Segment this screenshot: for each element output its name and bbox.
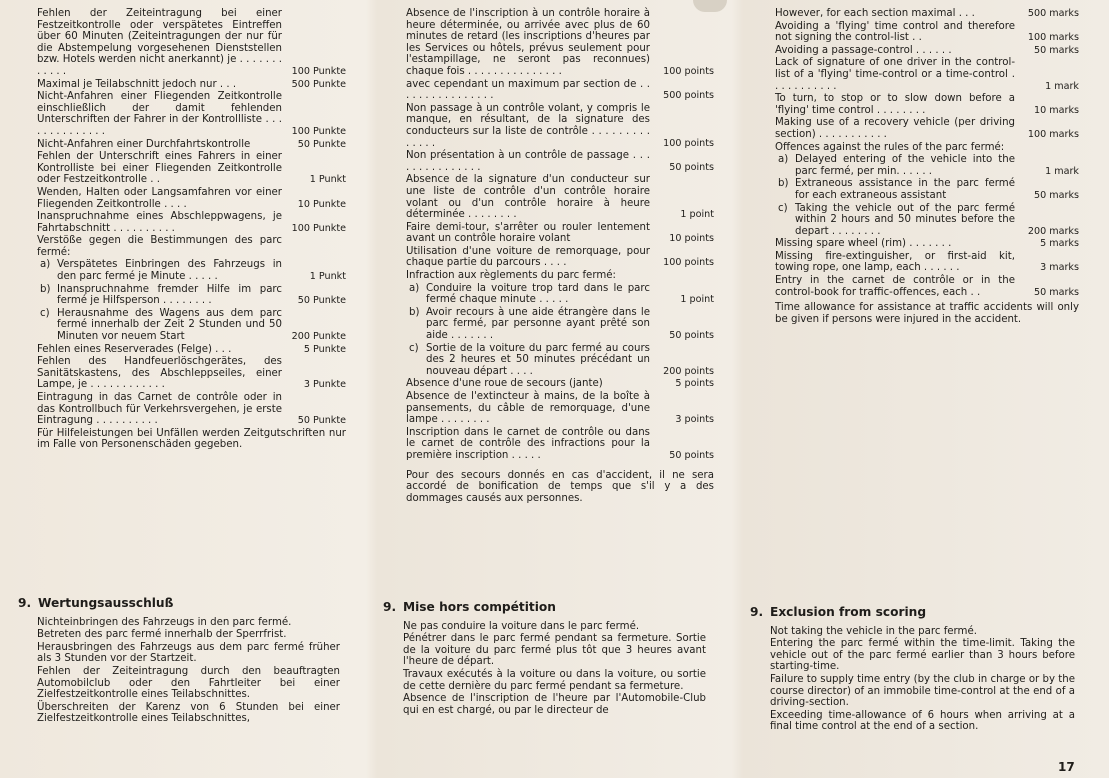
penalty-text <box>406 79 650 102</box>
penalty-entry <box>775 203 1079 238</box>
penalty-entry <box>406 246 714 269</box>
penalty-entry <box>37 79 346 91</box>
penalty-text <box>37 139 282 151</box>
penalty-entry <box>406 103 714 149</box>
penalty-entry <box>406 174 714 220</box>
penalty-value: 1 Punkt <box>309 174 346 186</box>
penalty-description: Absence de l'extincteur à mains, de la boîte à pansements, du câble de remorquage, d'une lampe . . . . . . . . <box>406 391 650 426</box>
section-paragraph: Failure to supply time entry (by the club in charge or by the course director) of an immobile time-control at the end of a driving-section. <box>770 673 1075 709</box>
penalty-text <box>37 235 282 258</box>
penalty-entry <box>406 283 714 306</box>
penalty-entry <box>775 93 1079 116</box>
column-french <box>406 8 714 506</box>
penalty-description: Inanspruchnahme fremder Hilfe im parc fermé je Hilfsperson . . . . . . . . <box>57 283 282 307</box>
penalty-text <box>775 178 1015 201</box>
section-paragraph: Betreten des parc fermé innerhalb der Sperrfrist. <box>37 629 287 641</box>
section-number: 9. <box>18 596 32 610</box>
penalty-text <box>775 238 1015 250</box>
penalty-text <box>37 79 282 91</box>
penalty-value: 1 mark <box>1045 165 1079 177</box>
penalty-entry <box>775 178 1079 201</box>
penalty-value: 100 marks <box>1027 32 1079 44</box>
section-english <box>750 607 1075 734</box>
penalty-description: Faire demi-tour, s'arrêter ou rouler lentement avant un contrôle horaire volant <box>406 221 650 245</box>
section-title: Wertungsausschluß <box>38 596 174 610</box>
penalty-value: 100 Punkte <box>291 65 346 77</box>
penalty-entry <box>37 344 346 356</box>
section-number: 9. <box>750 605 764 619</box>
penalty-entry <box>37 8 346 78</box>
penalty-entry <box>406 378 714 390</box>
penalty-description: Missing fire-extinguisher, or first-aid kit, towing rope, one lamp, each . . . . . . <box>775 250 1015 274</box>
item-label: a) <box>778 154 789 166</box>
penalty-value: 3 marks <box>1040 262 1079 274</box>
penalty-entry <box>775 21 1079 44</box>
penalty-text <box>775 8 1015 20</box>
section-paragraph: Travaux exécutés à la voiture ou dans la voiture, ou sortie de cette dernière du parc fermé pendant sa fermeture. <box>403 668 706 692</box>
penalty-value: 50 Punkte <box>297 415 346 427</box>
penalty-description: Lack of signature of one driver in the control-list of a 'flying' time-control or a time-control . . . . . . . . . . . <box>775 57 1015 92</box>
penalty-text <box>775 251 1015 274</box>
penalty-description: Fehlen des Handfeuerlöschgerätes, des Sanitätskastens, des Abschleppseiles, einer Lampe, je . . . . . . . . . . . . <box>37 356 282 391</box>
penalty-value: 1 mark <box>1045 80 1079 92</box>
section-paragraph: Entering the parc fermé within the time-limit. Taking the vehicle out of the parc fermé earlier than 3 hours before starting-time. <box>770 638 1075 673</box>
penalty-text <box>37 392 282 427</box>
item-label: c) <box>778 202 788 214</box>
penalty-entry <box>37 356 346 391</box>
penalty-description: Offences against the rules of the parc fermé: <box>775 141 1005 153</box>
item-label: c) <box>40 307 50 319</box>
penalty-description: Avoir recours à une aide étrangère dans le parc fermé, par personne ayant prêté son aide . . . . . . . <box>426 306 650 342</box>
penalty-value: 10 Punkte <box>297 198 346 210</box>
penalty-description: Delayed entering of the vehicle into the parc fermé, per min. . . . . . <box>795 154 1015 177</box>
penalty-text <box>37 356 282 391</box>
penalty-value: 5 marks <box>1040 238 1079 250</box>
penalty-text <box>406 391 650 426</box>
penalty-text <box>406 150 650 173</box>
penalty-description: Infraction aux règlements du parc fermé: <box>406 270 616 282</box>
section-number: 9. <box>383 600 397 614</box>
penalty-value: 3 Punkte <box>303 379 346 391</box>
penalty-entry <box>775 154 1079 177</box>
penalty-value: 100 Punkte <box>291 125 346 137</box>
penalty-entry <box>775 142 1079 154</box>
penalty-entry <box>37 235 346 258</box>
section-heading <box>383 602 706 614</box>
penalty-text <box>775 45 1015 57</box>
page-number: 17 <box>1058 760 1075 774</box>
penalty-value: 1 point <box>680 294 714 306</box>
penalty-description: Non présentation à un contrôle de passage . . . . . . . . . . . . . . . <box>406 150 650 173</box>
penalty-text <box>406 343 650 378</box>
penalty-value: 50 points <box>669 330 714 342</box>
penalty-text <box>775 93 1015 116</box>
penalty-description: Eintragung in das Carnet de contrôle oder in das Kontrollbuch für Verkehrsvergehen, je erste Eintragung . . . . . . . . . . <box>37 392 282 427</box>
penalty-description: Fehlen eines Reserverades (Felge) . . . <box>37 343 232 355</box>
penalty-entry <box>406 307 714 342</box>
section-heading <box>750 607 1075 619</box>
penalty-description: To turn, to stop or to slow down before a 'flying' time control . . . . . . . . <box>775 93 1015 116</box>
penalty-description: Absence de l'inscription à un contrôle horaire à heure déterminée, ou arrivée avec plus de 60 minutes de retard (les inscriptions d'heures par les Services ou hôtels, prévus seulement pour l'estampillage, ne seront pas reconnues) chaque fois . . . . . . . . . . . . . . . <box>406 8 650 77</box>
penalty-description: Avoiding a 'flying' time control and therefore not signing the control-list . . <box>775 20 1015 44</box>
penalty-value: 3 points <box>675 414 714 426</box>
penalty-entry <box>406 427 714 462</box>
penalty-text <box>406 270 650 282</box>
penalty-value: 500 Punkte <box>291 78 346 90</box>
penalty-value: 200 Punkte <box>291 331 346 343</box>
penalty-description: Nicht-Anfahren einer Durchfahrtskontrolle <box>37 138 251 150</box>
item-label: a) <box>40 259 51 271</box>
penalty-text <box>775 117 1015 140</box>
penalty-text <box>37 284 282 307</box>
penalty-entry <box>37 284 346 307</box>
penalty-value: 1 Punkt <box>309 271 346 283</box>
column-english <box>775 8 1079 327</box>
penalty-text <box>775 142 1015 154</box>
penalty-entry <box>775 45 1079 57</box>
penalty-value: 1 point <box>680 209 714 221</box>
penalty-text <box>37 259 282 282</box>
penalty-text <box>37 91 282 137</box>
penalty-entry <box>37 308 346 343</box>
column-german <box>37 8 346 453</box>
item-label: b) <box>40 283 51 295</box>
penalty-description: Taking the vehicle out of the parc fermé within 2 hours and 50 minutes before the depart . . . . . . . . <box>795 202 1015 237</box>
penalty-value: 50 points <box>669 449 714 461</box>
penalty-text <box>406 307 650 342</box>
penalty-text <box>775 154 1015 177</box>
penalty-text <box>406 378 650 390</box>
penalty-value: 50 marks <box>1034 189 1079 201</box>
entries-german <box>37 8 346 427</box>
penalty-entry <box>775 8 1079 20</box>
penalty-text <box>406 103 650 149</box>
penalty-value: 500 marks <box>1027 8 1079 19</box>
penalty-description: avec cependant un maximum par section de . . . . . . . . . . . . . . . . <box>406 78 650 102</box>
note-german: Für Hilfeleistungen bei Unfällen werden Zeitgutschriften nur im Falle von Personenschäden gegeben. <box>37 427 346 451</box>
penalty-text <box>37 211 282 234</box>
penalty-value: 500 points <box>663 90 714 102</box>
section-paragraph: Herausbringen des Fahrzeugs aus dem parc fermé früher als 3 Stunden vor der Startzeit. <box>37 641 340 665</box>
penalty-entry <box>37 187 346 210</box>
penalty-text <box>775 21 1015 44</box>
penalty-text <box>37 151 282 186</box>
section-paragraph: Nichteinbringen des Fahrzeugs in den parc fermé. <box>37 616 292 628</box>
entries-french <box>406 8 714 462</box>
penalty-description: Inanspruchnahme eines Abschleppwagens, je Fahrtabschnitt . . . . . . . . . . <box>37 211 282 234</box>
penalty-entry <box>775 57 1079 92</box>
section-paragraph: Ne pas conduire la voiture dans le parc fermé. <box>403 620 640 632</box>
penalty-text <box>775 275 1015 298</box>
penalty-description: Verstöße gegen die Bestimmungen des parc fermé: <box>37 235 282 258</box>
penalty-value: 200 marks <box>1027 225 1079 237</box>
penalty-value: 100 points <box>663 65 714 77</box>
penalty-entry <box>37 259 346 282</box>
penalty-value: 10 points <box>669 233 714 245</box>
penalty-description: Nicht-Anfahren einer Fliegenden Zeitkontrolle einschließlich der damit fehlenden Unterschriften der Fahrer in der Kontrollliste . . . . . . . . . . . . . . <box>37 91 282 137</box>
penalty-description: Entry in the carnet de contrôle or in the control-book for traffic-offences, each . . <box>775 275 1015 298</box>
penalty-value: 5 points <box>675 378 714 390</box>
penalty-value: 5 Punkte <box>303 343 346 355</box>
penalty-value: 50 points <box>669 161 714 173</box>
penalty-entry <box>37 151 346 186</box>
penalty-entry <box>37 139 346 151</box>
penalty-description: Fehlen der Unterschrift eines Fahrers in einer Kontrolliste bei einer Fliegenden Zeitkontrolle oder Festzeitkontrolle . . <box>37 151 282 186</box>
item-label: c) <box>409 342 419 354</box>
penalty-entry <box>406 150 714 173</box>
penalty-value: 50 Punkte <box>297 295 346 307</box>
penalty-entry <box>37 91 346 137</box>
penalty-text <box>37 8 282 78</box>
section-paragraph: Fehlen der Zeiteintragung durch den beauftragten Automobilclub oder den Fahrtleiter bei einer Zielfestzeitkontrolle eines Teilabschnittes. <box>37 665 340 701</box>
penalty-description: Missing spare wheel (rim) . . . . . . . <box>775 238 952 250</box>
section-title: Exclusion from scoring <box>770 605 927 619</box>
penalty-text <box>37 187 282 210</box>
penalty-description: Absence de la signature d'un conducteur sur une liste de contrôle d'un contrôle horaire volant ou d'un contrôle horaire à heure déterminée . . . . . . . . <box>406 174 650 221</box>
penalty-value: 100 points <box>663 137 714 149</box>
penalty-description: Extraneous assistance in the parc fermé for each extraneous assistant <box>795 178 1015 201</box>
section-paragraph: Exceeding time-allowance of 6 hours when arriving at a final time control at the end of a section. <box>770 709 1075 733</box>
item-label: b) <box>409 306 420 318</box>
penalty-value: 50 marks <box>1034 286 1079 298</box>
penalty-entry <box>406 343 714 378</box>
penalty-text <box>37 308 282 343</box>
penalty-entry <box>406 79 714 102</box>
penalty-entry <box>37 392 346 427</box>
penalty-value: 50 Punkte <box>297 138 346 150</box>
penalty-entry <box>406 8 714 78</box>
penalty-description: Non passage à un contrôle volant, y compris le manque, en résultant, de la signature des conducteurs sur la liste de contrôle . . . . . . . . . . . . . . <box>406 102 650 149</box>
penalty-entry <box>775 251 1079 274</box>
penalty-description: However, for each section maximal . . . <box>775 8 975 19</box>
penalty-description: Verspätetes Einbringen des Fahrzeugs in den parc fermé je Minute . . . . . <box>57 259 282 283</box>
penalty-description: Maximal je Teilabschnitt jedoch nur . . . <box>37 78 237 90</box>
penalty-value: 100 marks <box>1027 128 1079 140</box>
penalty-description: Herausnahme des Wagens aus dem parc fermé innerhalb der Zeit 2 Stunden und 50 Minuten vor neuem Start <box>57 307 282 343</box>
penalty-text <box>775 57 1015 92</box>
penalty-value: 100 Punkte <box>291 222 346 234</box>
penalty-description: Fehlen der Zeiteintragung bei einer Festzeitkontrolle oder verspätetes Eintreffen über 60 Minuten (Zeiteintragungen der nur für die Abstempelung vorgesehenen Dienststellen bzw. Hotels werden nicht anerkannt) je . . . . . . . . . . . . <box>37 8 282 77</box>
penalty-text <box>406 283 650 306</box>
penalty-description: Conduire la voiture trop tard dans le parc fermé chaque minute . . . . . <box>426 282 650 306</box>
penalty-text <box>406 427 650 462</box>
penalty-description: Utilisation d'une voiture de remorquage, pour chaque partie du parcours . . . . <box>406 245 650 269</box>
penalty-text <box>406 8 650 78</box>
penalty-description: Avoiding a passage-control . . . . . . <box>775 44 952 56</box>
penalty-description: Making use of a recovery vehicle (per driving section) . . . . . . . . . . . <box>775 117 1015 140</box>
penalty-entry <box>775 275 1079 298</box>
note-french: Pour des secours donnés en cas d'accident, il ne sera accordé de bonification de temps que s'il y a des dommages causés aux personnes. <box>406 469 714 504</box>
penalty-text <box>37 344 282 356</box>
section-paragraph: Absence de l'inscription de l'heure par l'Automobile-Club qui en est chargé, ou par le directeur de <box>403 693 706 716</box>
penalty-text <box>406 222 650 245</box>
penalty-entry <box>775 117 1079 140</box>
section-german <box>18 598 340 726</box>
penalty-description: Sortie de la voiture du parc fermé au cours des 2 heures et 50 minutes précédant un nouveau départ . . . . <box>426 342 650 377</box>
penalty-value: 100 points <box>663 257 714 269</box>
penalty-text <box>775 203 1015 238</box>
penalty-value: 50 marks <box>1034 44 1079 56</box>
section-paragraph: Pénétrer dans le parc fermé pendant sa fermeture. Sortie de la voiture du parc fermé plus tôt que 3 heures avant l'heure de départ. <box>403 633 706 668</box>
penalty-entry <box>406 270 714 282</box>
section-french <box>383 602 706 717</box>
penalty-text <box>406 174 650 220</box>
section-title: Mise hors compétition <box>403 600 556 614</box>
penalty-value: 200 points <box>663 365 714 377</box>
penalty-description: Wenden, Halten oder Langsamfahren vor einer Fliegenden Zeitkontrolle . . . . <box>37 186 282 210</box>
penalty-description: Absence d'une roue de secours (jante) <box>406 378 603 390</box>
penalty-entry <box>37 211 346 234</box>
penalty-text <box>406 246 650 269</box>
section-paragraph: Überschreiten der Karenz von 6 Stunden bei einer Zielfestzeitkontrolle eines Teilabschnittes, <box>37 701 340 725</box>
penalty-entry <box>406 222 714 245</box>
entries-english <box>775 8 1079 298</box>
note-english: Time allowance for assistance at traffic accidents will only be given if persons were injured in the accident. <box>775 302 1079 325</box>
penalty-description: Inscription dans le carnet de contrôle ou dans le carnet de contrôle des infractions pour la première inscription . . . . . <box>406 426 650 461</box>
penalty-entry <box>775 238 1079 250</box>
item-label: b) <box>778 178 789 190</box>
section-heading <box>18 598 340 610</box>
item-label: a) <box>409 282 420 294</box>
penalty-entry <box>406 391 714 426</box>
section-paragraph: Not taking the vehicle in the parc fermé. <box>770 625 977 637</box>
penalty-value: 10 marks <box>1034 104 1079 116</box>
